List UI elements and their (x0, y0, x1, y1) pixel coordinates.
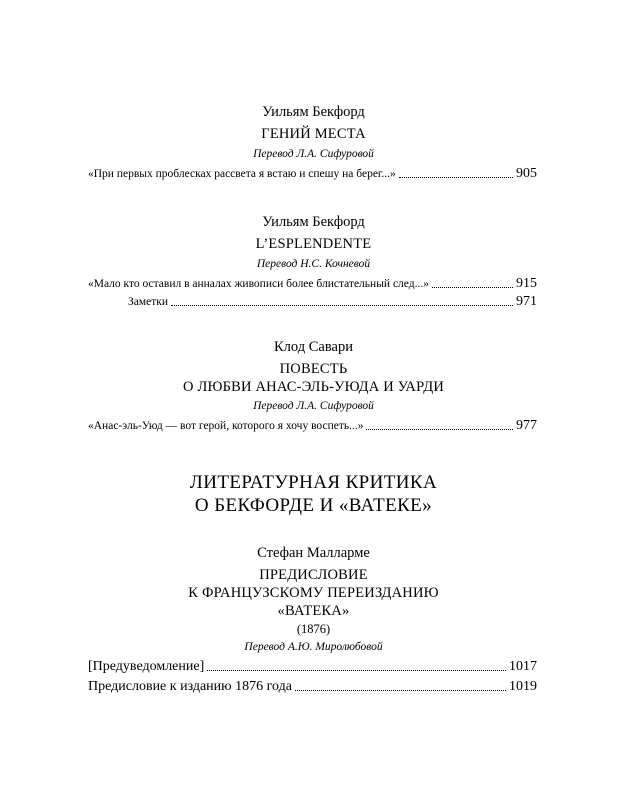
toc-entry-label: «При первых проблесках рассвета я встаю и спешу на берег...» (88, 168, 396, 180)
toc-entry[interactable] (88, 418, 537, 434)
toc-entry-label: Заметки (128, 296, 169, 308)
mallarme-title-line3: «ВАТЕКА» (277, 603, 350, 619)
toc-entry[interactable] (88, 659, 537, 675)
mallarme-year: (1876) (296, 622, 331, 636)
toc-entry[interactable] (88, 166, 537, 182)
toc-entry-page: 1019 (509, 679, 537, 694)
dot-leader (432, 287, 513, 288)
toc-entry-page: 905 (516, 166, 537, 181)
section2-translator: Перевод Н.С. Кочневой (256, 258, 371, 270)
part-title-line2: О БЕКФОРДЕ И «ВАТЕКЕ» (194, 495, 433, 516)
dot-leader (295, 690, 506, 691)
section2-author: Уильям Бекфорд (262, 214, 365, 230)
dot-leader (207, 670, 506, 671)
toc-entry-page: 915 (516, 276, 537, 291)
section3-translator: Перевод Л.А. Сифуровой (253, 400, 374, 412)
toc-entry-label: Предисловие к изданию 1876 года (88, 679, 292, 694)
toc-entry-label: «Анас-эль-Уюд — вот герой, которого я хочу воспеть...» (88, 420, 364, 432)
mallarme-title-line2: К ФРАНЦУЗСКОМУ ПЕРЕИЗДАНИЮ (188, 585, 439, 601)
section1-author: Уильям Бекфорд (262, 104, 365, 120)
section3-title-line1: ПОВЕСТЬ (279, 361, 348, 377)
dot-leader (171, 305, 513, 306)
section3-title-line2: О ЛЮБВИ АНАС-ЭЛЬ-УЮДА И УАРДИ (182, 379, 445, 395)
part-title-line1: ЛИТЕРАТУРНАЯ КРИТИКА (189, 472, 438, 493)
toc-entry-page: 977 (516, 418, 537, 433)
toc-entry-label: [Предуведомление] (88, 659, 205, 674)
dot-leader (366, 429, 513, 430)
toc-entry[interactable] (128, 294, 537, 310)
section2-title: L’ESPLENDENTE (255, 236, 372, 252)
section1-title: ГЕНИЙ МЕСТА (261, 126, 366, 142)
dot-leader (399, 177, 513, 178)
section1-translator: Перевод Л.А. Сифуровой (253, 148, 374, 160)
toc-entry-page: 971 (516, 294, 537, 309)
mallarme-title-line1: ПРЕДИСЛОВИЕ (259, 567, 368, 583)
mallarme-translator: Перевод А.Ю. Миролюбовой (244, 641, 383, 653)
mallarme-author: Стефан Малларме (257, 545, 370, 561)
toc-entry[interactable] (88, 679, 537, 695)
toc-entry-label: «Мало кто оставил в анналах живописи более блистательный след...» (88, 278, 429, 290)
toc-entry-page: 1017 (509, 659, 537, 674)
section3-author: Клод Савари (274, 339, 353, 355)
toc-entry[interactable] (88, 276, 537, 292)
